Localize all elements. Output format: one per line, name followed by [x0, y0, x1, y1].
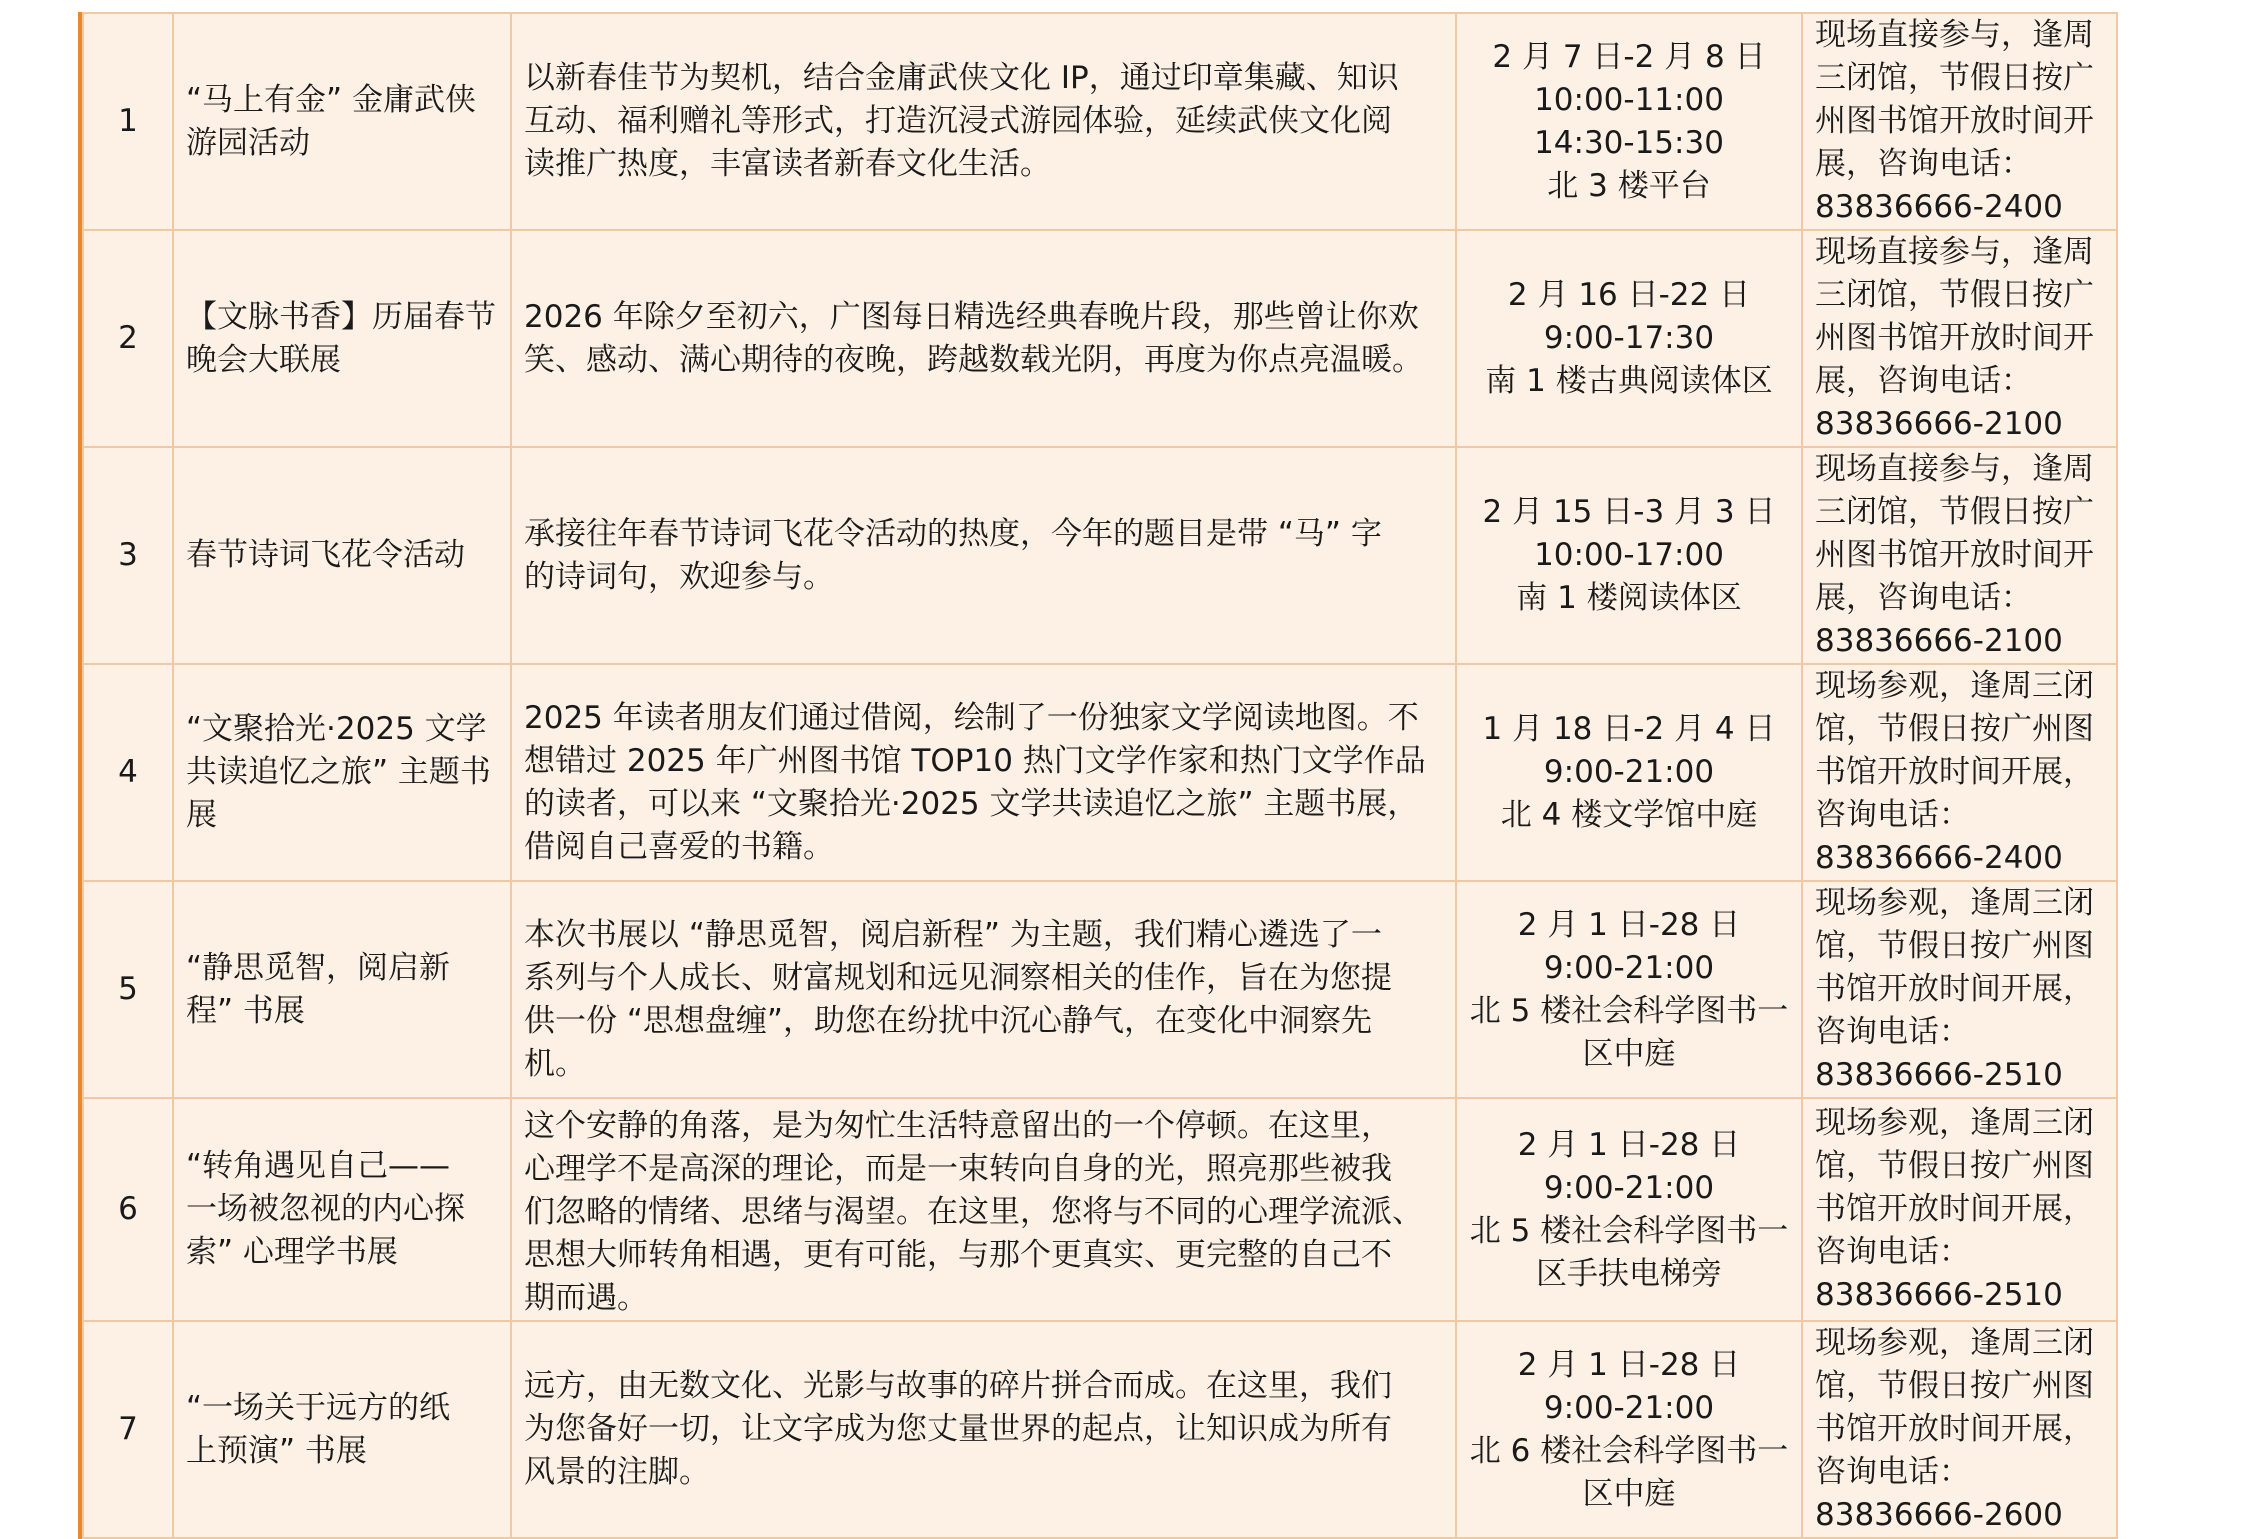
event-number-cell: 3 [83, 447, 173, 664]
event-time-location-line: 区中庭 [1582, 1035, 1676, 1072]
event-participation-note-line: 咨询电话： [1815, 1234, 1970, 1270]
event-description-line: 笑、感动、满心期待的夜晚，跨越数载光阴，再度为你点亮温暖。 [524, 341, 1423, 378]
event-description-cell [511, 13, 1456, 230]
event-name-line: “文聚拾光·2025 文学 [186, 711, 487, 747]
event-description-cell [511, 1321, 1456, 1538]
event-participation-note-line: 展，咨询电话： [1815, 363, 2032, 399]
event-description-line: 系列与个人成长、财富规划和远见洞察相关的佳作，旨在为您提 [524, 959, 1392, 996]
event-time-location-line: 2 月 1 日-28 日 [1517, 1346, 1741, 1383]
event-participation-note-line: 83836666-2510 [1815, 1277, 2063, 1313]
event-participation-note-cell [1802, 13, 2117, 230]
event-description-line: 承接往年春节诗词飞花令活动的热度，今年的题目是带 “马” 字 [524, 515, 1382, 552]
event-participation-note-line: 现场参观，逢周三闭 [1815, 1325, 2094, 1361]
event-description-line: 互动、福利赠礼等形式，打造沉浸式游园体验，延续武侠文化阅 [524, 103, 1392, 139]
event-time-location-line: 2 月 1 日-28 日 [1517, 1126, 1741, 1163]
event-time-location-cell [1456, 1098, 1802, 1321]
event-description-line: 2026 年除夕至初六，广图每日精选经典春晚片段，那些曾让你欢 [524, 298, 1419, 335]
events-table [82, 12, 2118, 1539]
event-description-line: 们忽略的情绪、思绪与渴望。在这里，您将与不同的心理学流派、 [524, 1194, 1423, 1230]
event-time-location-cell [1456, 664, 1802, 881]
event-time-location-cell [1456, 230, 1802, 447]
event-time-location-line: 南 1 楼古典阅读体区 [1485, 363, 1773, 399]
event-name-line: “一场关于远方的纸 [186, 1389, 451, 1426]
event-participation-note-line: 书馆开放时间开展， [1815, 971, 2094, 1007]
event-name-line: 上预演” 书展 [186, 1432, 367, 1469]
event-name-line: “静思觅智，阅启新 [186, 949, 451, 986]
event-name-cell [173, 881, 511, 1098]
event-number-cell: 1 [83, 13, 173, 230]
event-time-location-line: 区中庭 [1582, 1475, 1676, 1512]
event-time-location-line: 南 1 楼阅读体区 [1516, 580, 1742, 616]
event-name-cell [173, 13, 511, 230]
event-name-line: 【文脉书香】历届春节 [186, 298, 496, 335]
event-time-location-line: 2 月 7 日-2 月 8 日 [1492, 38, 1766, 75]
event-number-cell: 2 [83, 230, 173, 447]
table-row [83, 230, 2117, 447]
event-participation-note-line: 书馆开放时间开展， [1815, 1411, 2094, 1447]
event-participation-note-line: 馆，节假日按广州图 [1815, 711, 2094, 747]
event-participation-note-line: 馆，节假日按广州图 [1815, 928, 2094, 964]
event-number-cell: 5 [83, 881, 173, 1098]
event-time-location-cell [1456, 13, 1802, 230]
event-time-location-line: 10:00-17:00 [1534, 537, 1724, 573]
event-participation-note-line: 现场参观，逢周三闭 [1815, 1105, 2094, 1141]
event-description-line: 本次书展以 “静思觅智，阅启新程” 为主题，我们精心遴选了一 [524, 916, 1382, 953]
event-participation-note-line: 83836666-2600 [1815, 1497, 2063, 1533]
event-description-line: 想错过 2025 年广州图书馆 TOP10 热门文学作家和热门文学作品 [524, 742, 1426, 779]
event-time-location-line: 2 月 1 日-28 日 [1517, 906, 1741, 943]
event-participation-note-line: 83836666-2100 [1815, 623, 2063, 659]
event-description-cell [511, 230, 1456, 447]
event-name-cell [173, 1321, 511, 1538]
event-description-line: 期而遇。 [524, 1280, 648, 1316]
event-participation-note-cell [1802, 1321, 2117, 1538]
event-name-cell [173, 230, 511, 447]
event-participation-note-line: 三闭馆，节假日按广 [1815, 277, 2094, 313]
event-participation-note-line: 三闭馆，节假日按广 [1815, 494, 2094, 530]
table-row [83, 1098, 2117, 1321]
event-description-line: 的读者，可以来 “文聚拾光·2025 文学共读追忆之旅” 主题书展， [524, 785, 1419, 822]
event-description-cell [511, 447, 1456, 664]
event-participation-note-line: 州图书馆开放时间开 [1815, 537, 2094, 573]
event-description-line: 读推广热度，丰富读者新春文化生活。 [524, 146, 1051, 182]
event-participation-note-line: 三闭馆，节假日按广 [1815, 60, 2094, 96]
events-table-container [78, 12, 2116, 1539]
event-description-line: 为您备好一切，让文字成为您丈量世界的起点，让知识成为所有 [524, 1411, 1392, 1447]
event-time-location-line: 北 6 楼社会科学图书一 [1469, 1432, 1789, 1469]
event-description-line: 的诗词句，欢迎参与。 [524, 558, 834, 595]
event-time-location-line: 14:30-15:30 [1534, 124, 1724, 161]
event-time-location-cell [1456, 447, 1802, 664]
event-participation-note-line: 书馆开放时间开展， [1815, 754, 2094, 790]
event-time-location-line: 10:00-11:00 [1534, 81, 1724, 118]
table-row [83, 881, 2117, 1098]
event-participation-note-cell [1802, 230, 2117, 447]
event-time-location-line: 2 月 16 日-22 日 [1507, 277, 1751, 313]
event-time-location-line: 9:00-21:00 [1543, 1389, 1715, 1426]
event-participation-note-line: 现场参观，逢周三闭 [1815, 885, 2094, 921]
event-participation-note-line: 现场参观，逢周三闭 [1815, 668, 2094, 704]
event-name-cell [173, 447, 511, 664]
event-participation-note-line: 书馆开放时间开展， [1815, 1191, 2094, 1227]
event-participation-note-cell [1802, 881, 2117, 1098]
event-participation-note-line: 展，咨询电话： [1815, 580, 2032, 616]
event-participation-note-line: 州图书馆开放时间开 [1815, 103, 2094, 139]
event-description-line: 心理学不是高深的理论，而是一束转向自身的光，照亮那些被我 [524, 1151, 1392, 1187]
event-time-location-line: 9:00-17:30 [1543, 320, 1715, 356]
events-table-body [83, 13, 2117, 1538]
event-participation-note-line: 83836666-2400 [1815, 189, 2063, 225]
event-participation-note-cell [1802, 664, 2117, 881]
event-description-line: 以新春佳节为契机，结合金庸武侠文化 IP，通过印章集藏、知识 [524, 60, 1399, 96]
event-participation-note-line: 咨询电话： [1815, 1014, 1970, 1050]
event-description-line: 供一份 “思想盘缠”，助您在纷扰中沉心静气，在变化中洞察先 [524, 1002, 1372, 1039]
event-name-line: 展 [186, 797, 217, 833]
event-participation-note-line: 咨询电话： [1815, 797, 1970, 833]
event-time-location-cell [1456, 881, 1802, 1098]
event-description-cell [511, 1098, 1456, 1321]
event-participation-note-line: 馆，节假日按广州图 [1815, 1148, 2094, 1184]
event-description-line: 风景的注脚。 [524, 1454, 710, 1490]
event-name-cell [173, 664, 511, 881]
event-description-line: 思想大师转角相遇，更有可能，与那个更真实、更完整的自己不 [524, 1237, 1392, 1273]
event-participation-note-cell [1802, 447, 2117, 664]
event-time-location-line: 9:00-21:00 [1543, 754, 1715, 790]
event-description-line: 远方，由无数文化、光影与故事的碎片拼合而成。在这里，我们 [524, 1368, 1392, 1404]
event-description-line: 2025 年读者朋友们通过借阅，绘制了一份独家文学阅读地图。不 [524, 699, 1419, 736]
event-number-cell: 6 [83, 1098, 173, 1321]
event-name-line: 游园活动 [186, 124, 310, 161]
event-number-cell: 7 [83, 1321, 173, 1538]
event-time-location-line: 区手扶电梯旁 [1536, 1255, 1722, 1292]
event-participation-note-line: 83836666-2400 [1815, 840, 2063, 876]
event-name-line: 程” 书展 [186, 992, 305, 1029]
event-description-line: 借阅自己喜爱的书籍。 [524, 828, 834, 865]
table-row [83, 13, 2117, 230]
event-time-location-line: 北 3 楼平台 [1547, 167, 1711, 204]
event-number-cell: 4 [83, 664, 173, 881]
event-time-location-line: 北 5 楼社会科学图书一 [1469, 1212, 1789, 1249]
event-name-cell [173, 1098, 511, 1321]
event-name-line: 索” 心理学书展 [186, 1234, 398, 1270]
event-name-line: 一场被忽视的内心探 [186, 1191, 465, 1227]
table-row [83, 664, 2117, 881]
event-time-location-line: 1 月 18 日-2 月 4 日 [1482, 711, 1776, 747]
event-participation-note-line: 83836666-2510 [1815, 1057, 2063, 1093]
event-time-location-line: 9:00-21:00 [1543, 1169, 1715, 1206]
event-description-cell [511, 664, 1456, 881]
event-participation-note-line: 馆，节假日按广州图 [1815, 1368, 2094, 1404]
event-participation-note-line: 州图书馆开放时间开 [1815, 320, 2094, 356]
event-time-location-line: 北 4 楼文学馆中庭 [1500, 797, 1758, 833]
event-name-line: “转角遇见自己—— [186, 1148, 451, 1184]
event-participation-note-line: 现场直接参与，逢周 [1815, 451, 2094, 487]
event-time-location-line: 2 月 15 日-3 月 3 日 [1482, 494, 1776, 530]
event-participation-note-line: 展，咨询电话： [1815, 146, 2032, 182]
event-description-line: 机。 [524, 1045, 586, 1082]
event-time-location-line: 北 5 楼社会科学图书一 [1469, 992, 1789, 1029]
event-time-location-line: 9:00-21:00 [1543, 949, 1715, 986]
event-participation-note-line: 现场直接参与，逢周 [1815, 234, 2094, 270]
event-participation-note-line: 现场直接参与，逢周 [1815, 17, 2094, 53]
event-name-line: 共读追忆之旅” 主题书 [186, 754, 491, 790]
event-name-line: “马上有金” 金庸武侠 [186, 81, 476, 118]
event-description-line: 这个安静的角落，是为匆忙生活特意留出的一个停顿。在这里， [524, 1108, 1392, 1144]
event-name-line: 春节诗词飞花令活动 [186, 537, 465, 573]
event-name-line: 晚会大联展 [186, 341, 341, 378]
table-row [83, 1321, 2117, 1538]
event-participation-note-line: 咨询电话： [1815, 1454, 1970, 1490]
event-description-cell [511, 881, 1456, 1098]
event-participation-note-cell [1802, 1098, 2117, 1321]
event-participation-note-line: 83836666-2100 [1815, 406, 2063, 442]
table-row [83, 447, 2117, 664]
event-time-location-cell [1456, 1321, 1802, 1538]
